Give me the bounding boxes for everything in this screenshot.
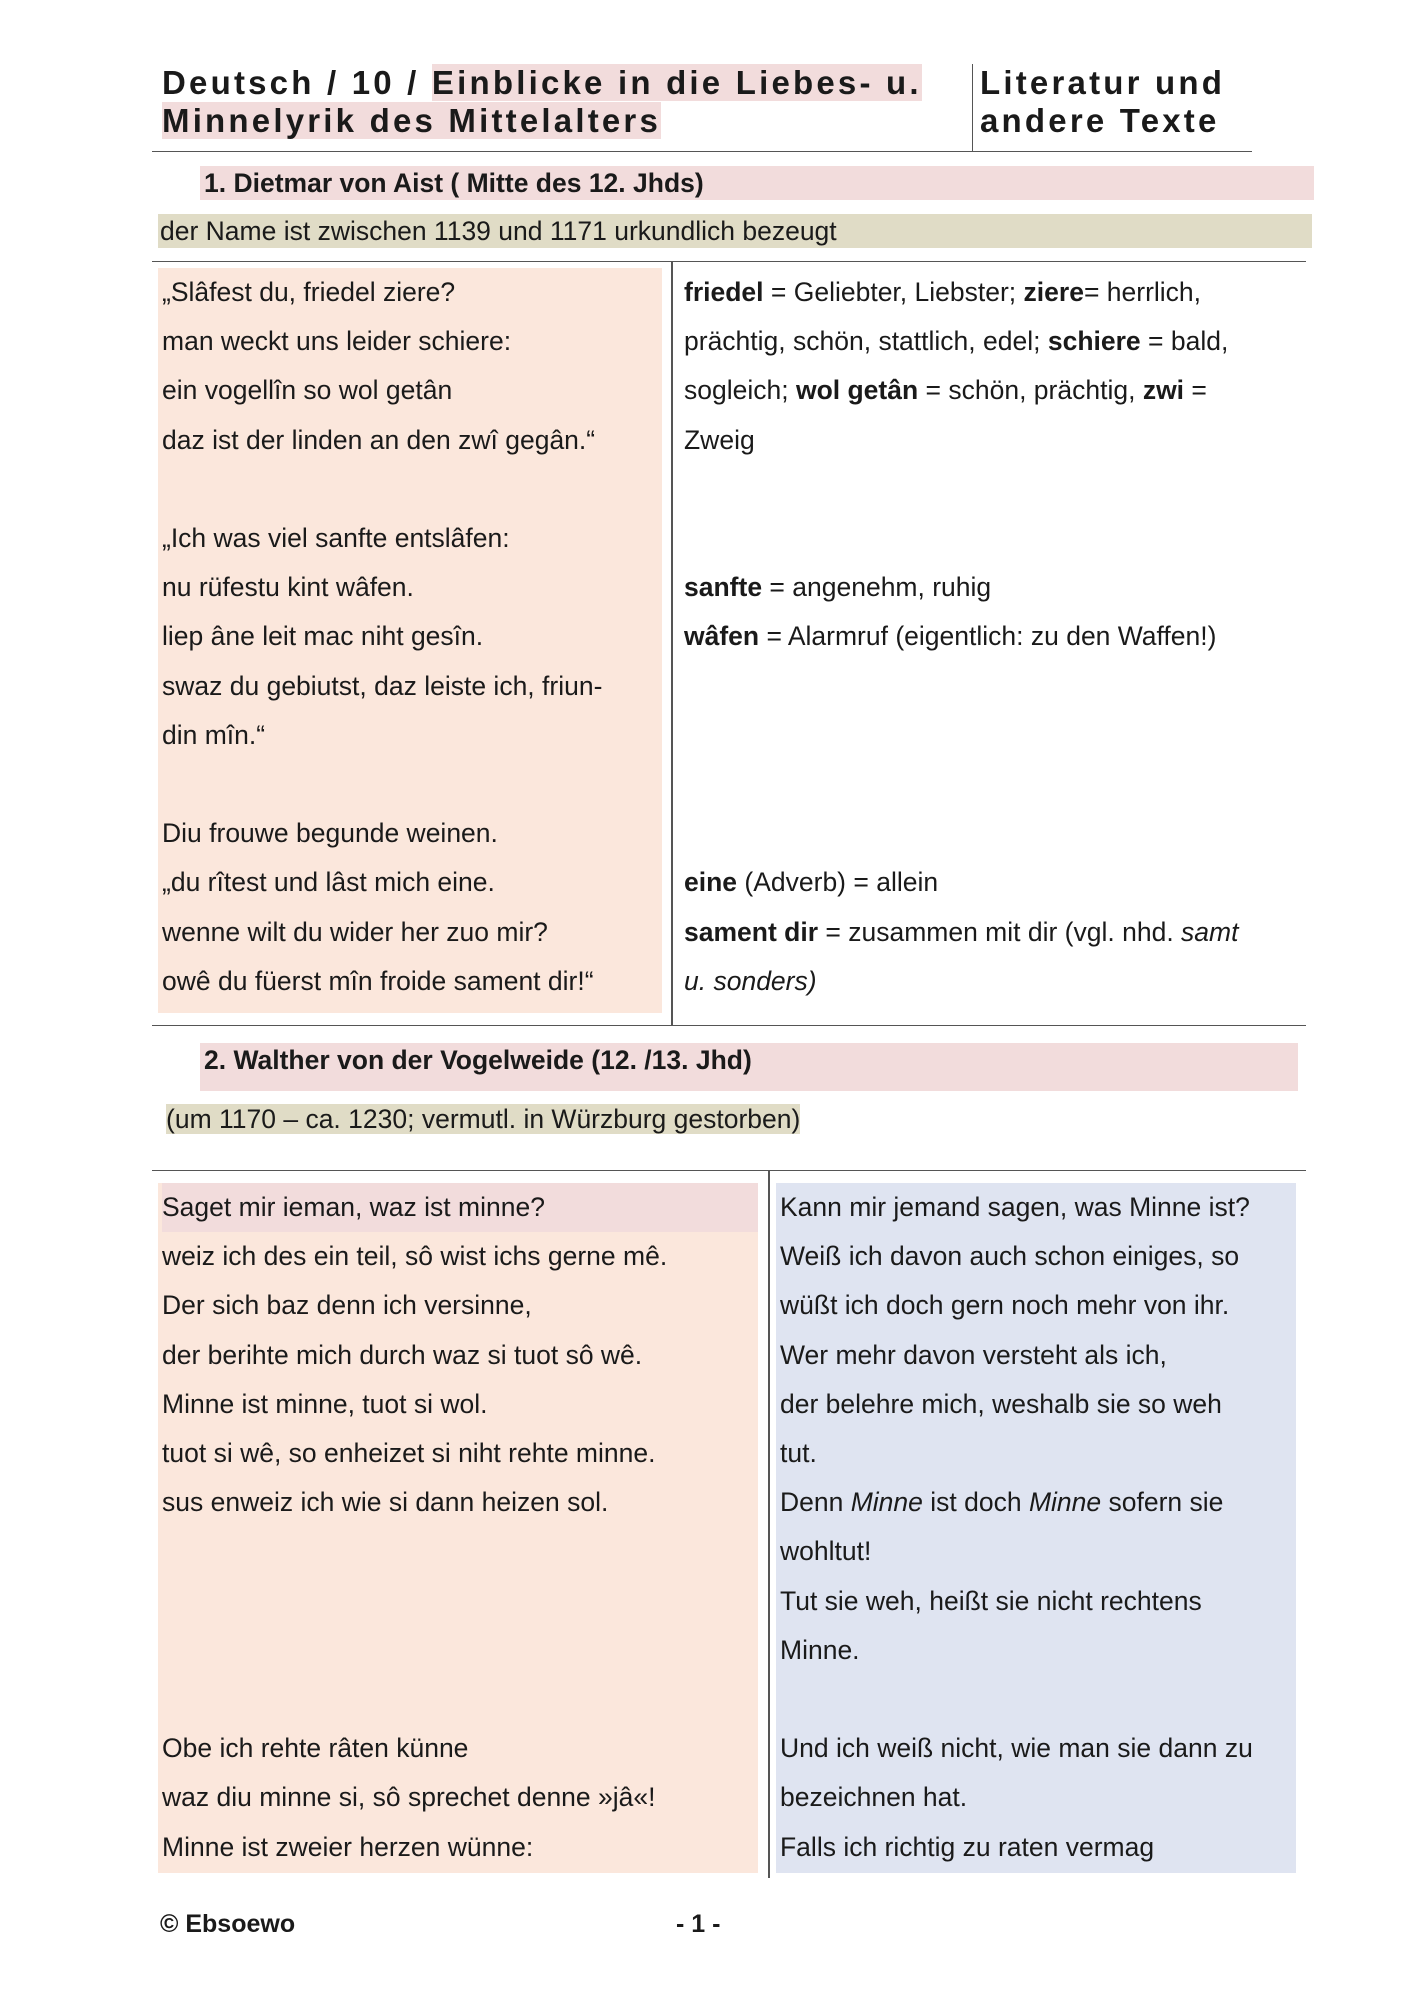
gloss-term: friedel — [684, 277, 764, 307]
gloss-def: = bald, — [1140, 326, 1229, 357]
gloss-def: Zweig — [684, 424, 755, 455]
gloss-italic: u. sonders) — [684, 965, 817, 996]
translation-text: ist doch — [922, 1487, 1029, 1518]
page-number: - 1 - — [676, 1910, 721, 1938]
poem-line: weiz ich des ein teil, sô wist ichs gerne mê. — [162, 1241, 668, 1272]
poem-line: Minne ist zweier herzen wünne: — [162, 1831, 534, 1862]
gloss-def: = — [1184, 375, 1207, 406]
document-title — [162, 64, 962, 140]
translation-line: Tut sie weh, heißt sie nicht rechtens — [780, 1585, 1202, 1616]
gloss-def: = zusammen mit dir (vgl. nhd. — [818, 916, 1182, 947]
poem-line — [162, 465, 662, 514]
category-line-2: andere Texte — [980, 102, 1220, 139]
gloss-def: sogleich; — [684, 375, 796, 406]
poem-line: sus enweiz ich wie si dann heizen sol. — [162, 1487, 609, 1518]
translation-line: Weiß ich davon auch schon einiges, so — [780, 1241, 1240, 1272]
section-2-column-divider — [768, 1170, 770, 1878]
poem-line: Obe ich rehte râten künne — [162, 1733, 469, 1764]
poem-line — [162, 1675, 758, 1724]
topic-line-1: Einblicke in die Liebes- u. — [431, 64, 922, 101]
gloss-term: ziere — [1023, 277, 1084, 307]
gloss-def: = angenehm, ruhig — [762, 572, 992, 603]
poem-line — [162, 1577, 758, 1626]
gloss-def: = herrlich, — [1083, 277, 1202, 307]
poem-line: „Slâfest du, friedel ziere? — [162, 277, 456, 307]
section-1-column-divider — [671, 261, 673, 1026]
poem-line — [162, 1527, 758, 1576]
section-1-glossary — [684, 268, 1304, 1006]
section-1-top-rule — [152, 261, 1306, 262]
translation-line: Und ich weiß nicht, wie man sie dann zu — [780, 1733, 1253, 1764]
section-1-bottom-rule — [152, 1025, 1306, 1026]
topic-line-2: Minnelyrik des Mittelalters — [162, 102, 662, 139]
header-rule — [152, 151, 1252, 152]
translation-line: der belehre mich, weshalb sie so weh — [780, 1388, 1222, 1419]
poem-line — [162, 1626, 758, 1675]
section-2-heading: 2. Walther von der Vogelweide (12. /13. Jhd) — [200, 1043, 1298, 1091]
category-line-1: Literatur und — [980, 64, 1226, 101]
poem-line: din mîn.“ — [162, 719, 266, 750]
section-2-top-rule — [152, 1170, 1306, 1171]
gloss-term: wol getân — [795, 375, 919, 406]
poem-line: daz ist der linden an den zwî gegân.“ — [162, 424, 596, 455]
poem-line: liep âne leit mac niht gesîn. — [162, 621, 484, 652]
copyright: © Ebsoewo — [160, 1910, 296, 1938]
gloss-italic: samt — [1181, 916, 1239, 947]
category-label — [980, 64, 1280, 140]
poem-line: ein vogellîn so wol getân — [162, 375, 453, 406]
translation-line: Falls ich richtig zu raten vermag — [780, 1831, 1155, 1862]
translation-line: tut. — [780, 1438, 817, 1469]
translation-line — [780, 1478, 1296, 1527]
subject-grade: Deutsch / 10 / — [162, 64, 432, 101]
poem-line: „Ich was viel sanfte entslâfen: — [162, 523, 510, 554]
translation-italic: Minne — [1028, 1487, 1102, 1518]
poem-line: wenne wilt du wider her zuo mir? — [162, 916, 548, 947]
gloss-def: = Geliebter, Liebster; — [763, 277, 1024, 307]
poem-line: man weckt uns leider schiere: — [162, 326, 512, 357]
gloss-def: (Adverb) = allein — [737, 867, 939, 898]
section-1-meta: der Name ist zwischen 1139 und 1171 urkundlich bezeugt — [158, 214, 1312, 248]
translation-text: Denn — [780, 1487, 851, 1518]
poem-line: „du rîtest und lâst mich eine. — [162, 867, 495, 898]
gloss-term: sanfte — [684, 572, 763, 603]
section-2-meta-text: (um 1170 – ca. 1230; vermutl. in Würzburg gestorben) — [166, 1104, 801, 1134]
poem-line: owê du füerst mîn froide sament dir!“ — [162, 965, 594, 996]
gloss-term: schiere — [1047, 326, 1141, 357]
poem-line: Diu frouwe begunde weinen. — [162, 818, 498, 849]
section-2-poem — [158, 1183, 758, 1873]
poem-line: tuot si wê, so enheizet si niht rehte minne. — [162, 1438, 656, 1469]
section-2-meta — [166, 1102, 800, 1136]
gloss-term: eine — [684, 867, 738, 898]
poem-line: Saget mir ieman, waz ist minne? — [162, 1183, 758, 1232]
translation-line: bezeichnen hat. — [780, 1782, 968, 1813]
section-2-translation — [776, 1183, 1296, 1873]
poem-line: Minne ist minne, tuot si wol. — [162, 1388, 488, 1419]
header-divider — [972, 64, 973, 152]
poem-line: der berihte mich durch waz si tuot sô wê. — [162, 1339, 643, 1370]
translation-line — [780, 1675, 1296, 1724]
translation-italic: Minne — [850, 1487, 923, 1518]
section-1-heading: 1. Dietmar von Aist ( Mitte des 12. Jhds) — [200, 166, 1314, 200]
gloss-def: = schön, prächtig, — [918, 375, 1143, 406]
poem-line — [162, 760, 662, 809]
translation-line: Wer mehr davon versteht als ich, — [780, 1339, 1167, 1370]
gloss-term: zwi — [1142, 375, 1185, 406]
gloss-term: sament dir — [684, 916, 819, 947]
translation-line: wüßt ich doch gern noch mehr von ihr. — [780, 1290, 1230, 1321]
poem-line: waz diu minne si, sô sprechet denne »jâ«! — [162, 1782, 656, 1813]
gloss-def: prächtig, schön, stattlich, edel; — [684, 326, 1048, 357]
translation-text: sofern sie — [1101, 1487, 1224, 1518]
translation-line: Minne. — [780, 1634, 860, 1665]
translation-line: wohltut! — [780, 1536, 872, 1567]
poem-line: swaz du gebiutst, daz leiste ich, friun- — [162, 670, 603, 701]
gloss-term: wâfen — [684, 621, 760, 652]
poem-line: nu rüfestu kint wâfen. — [162, 572, 414, 603]
translation-line: Kann mir jemand sagen, was Minne ist? — [780, 1192, 1250, 1222]
poem-line: Der sich baz denn ich versinne, — [162, 1290, 532, 1321]
gloss-def: = Alarmruf (eigentlich: zu den Waffen!) — [759, 621, 1217, 652]
section-1-poem — [158, 268, 662, 1013]
